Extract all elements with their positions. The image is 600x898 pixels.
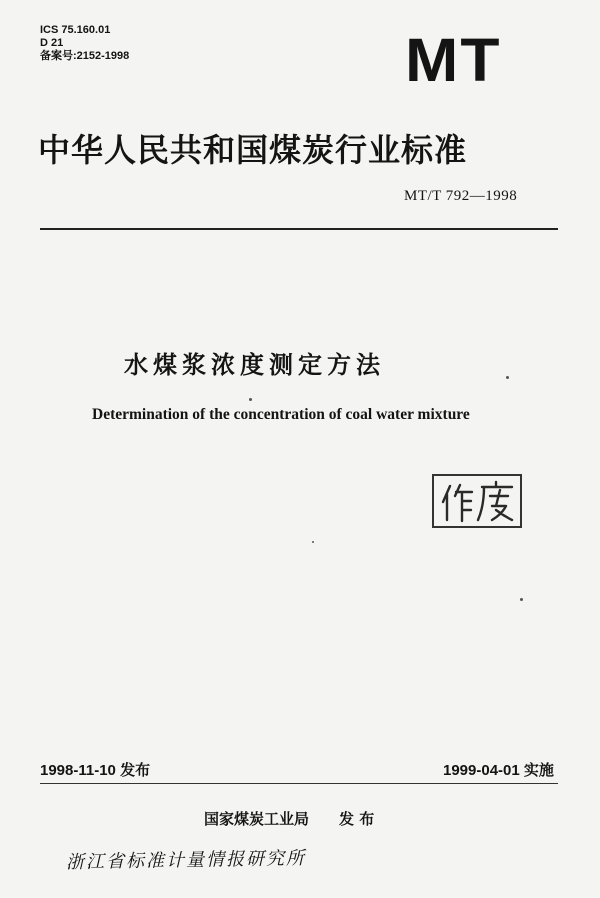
scan-speck <box>520 598 523 601</box>
document-metadata <box>40 24 129 63</box>
scan-speck <box>312 541 314 543</box>
document-title-chinese: 水煤浆浓度测定方法 <box>124 351 385 379</box>
obsolete-stamp-graphic <box>434 476 520 526</box>
classification-code: D 21 <box>40 37 64 49</box>
filing-number: 备案号:2152-1998 <box>40 50 130 62</box>
document-title-english: Determination of the concentration of coal water mixture <box>92 406 470 423</box>
effective-date: 1999-04-01 实施 <box>443 762 554 779</box>
issue-action: 发 布 <box>339 810 375 828</box>
mt-logo: MT <box>405 25 502 95</box>
publish-date: 1998-11-10 发布 <box>40 762 151 779</box>
header-divider <box>40 228 558 230</box>
issuing-authority: 国家煤炭工业局 <box>204 810 310 828</box>
obsolete-stamp <box>432 474 522 528</box>
standard-type-title: 中华人民共和国煤炭行业标准 <box>38 131 468 169</box>
ics-code: ICS 75.160.01 <box>40 24 111 36</box>
issuer-line <box>204 808 374 829</box>
handwritten-institute: 浙江省标准计量情报研究所 <box>65 847 307 874</box>
scan-speck <box>249 398 252 401</box>
standard-code: MT/T 792—1998 <box>404 188 518 204</box>
footer-divider <box>40 783 558 784</box>
scan-speck <box>506 376 509 379</box>
